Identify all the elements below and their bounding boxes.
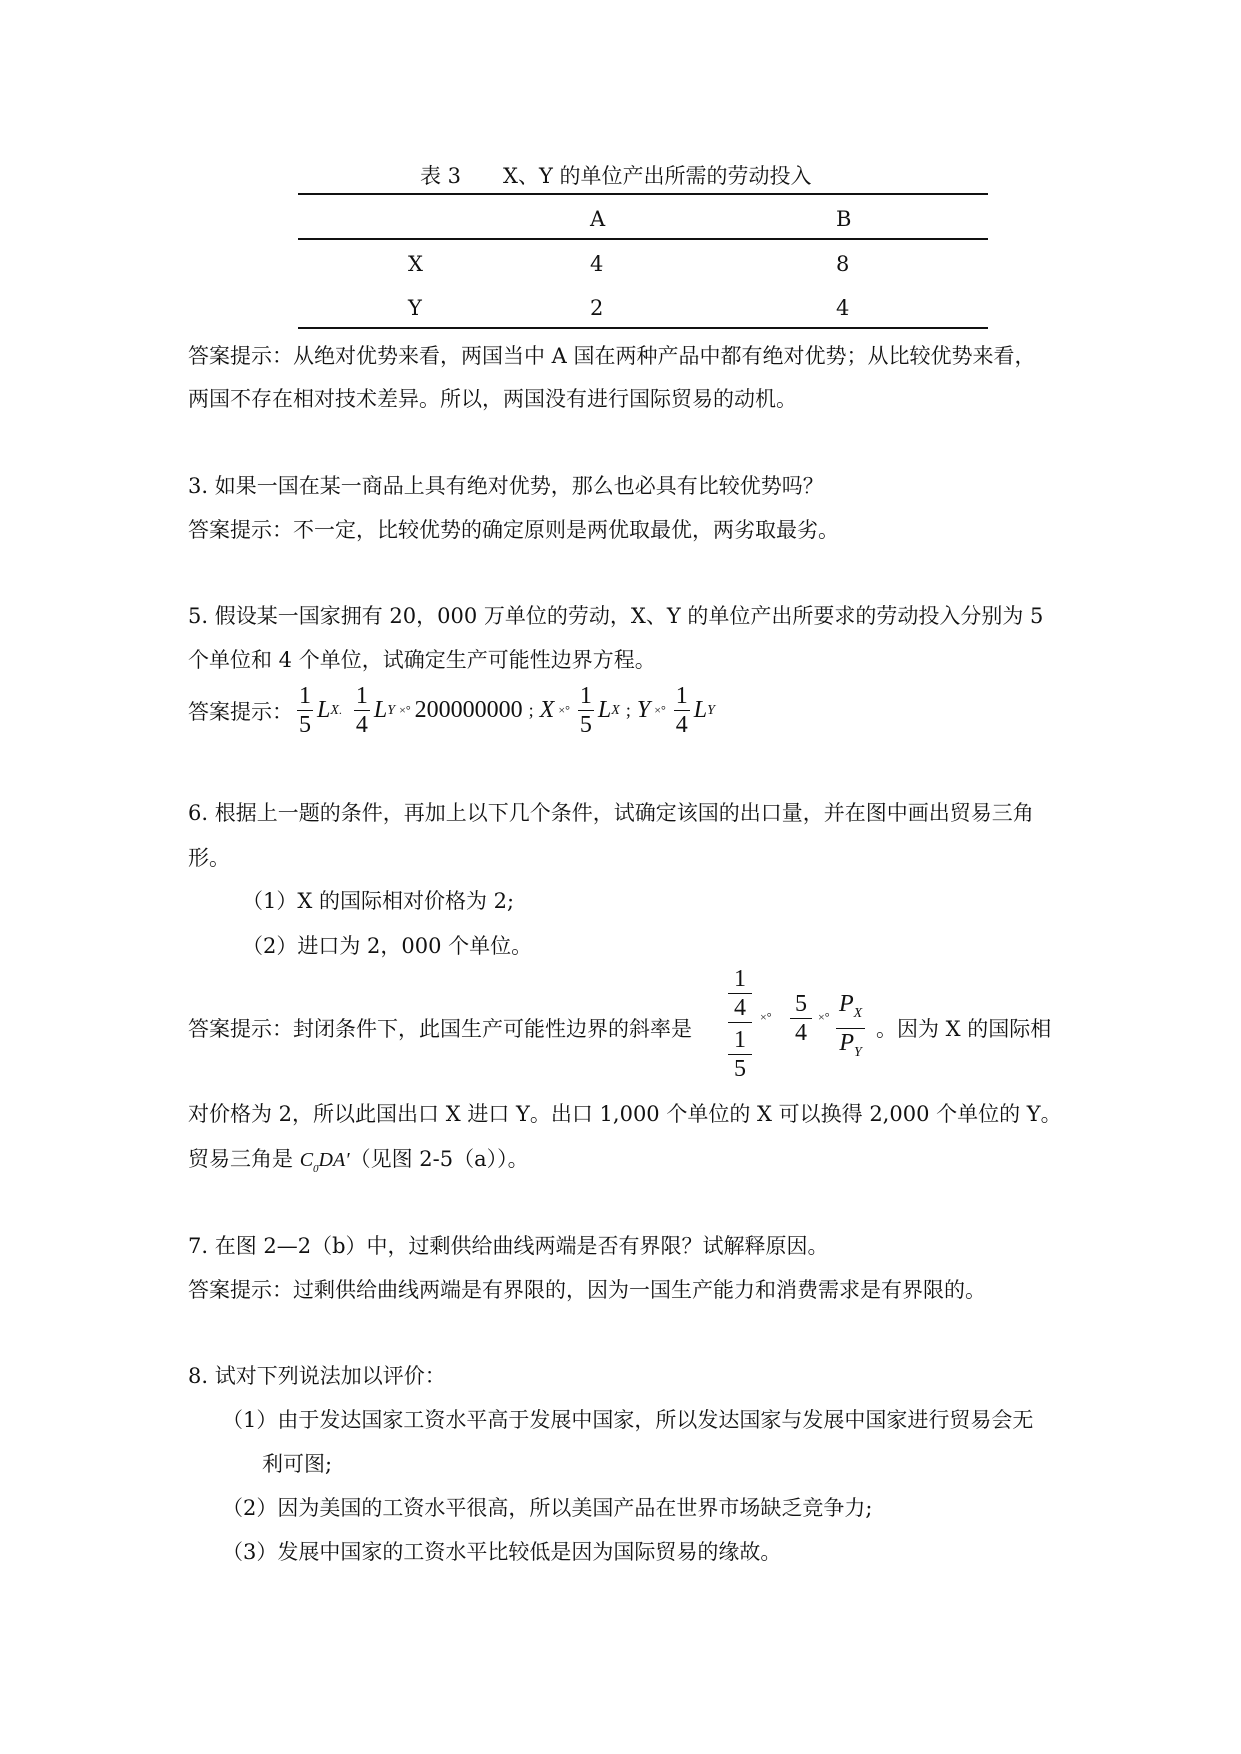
q7-answer: 答案提示：过剩供给曲线两端是有界限的，因为一国生产能力和消费需求是有界限的。 (188, 1278, 986, 1302)
eq-value: 200000000 (414, 697, 523, 723)
q6-answer-post: 。因为 X 的国际相 (876, 1017, 1052, 1041)
eq-sub-y: Y (387, 702, 396, 718)
table-header-b: B (836, 207, 852, 231)
slope-num-2: 4 (728, 994, 752, 1023)
q8-item1-line1: （1）由于发达国家工资水平高于发展中国家，所以发达国家与发展中国家进行贸易会无 (222, 1408, 1034, 1432)
eq-l: L (597, 697, 612, 723)
table-header-rule (298, 238, 988, 240)
table-row-x-a: 4 (590, 252, 604, 276)
eq-sub-x: X (330, 702, 339, 718)
price-y: $P_Y$ (839, 1030, 862, 1060)
eq-y: Y (636, 697, 651, 723)
eq-frac-1-4: $\frac{1}{4}$ (355, 683, 368, 738)
table-row-x-label: X (408, 252, 423, 276)
q6-answer-pre: 答案提示：封闭条件下，此国生产可能性边界的斜率是 (188, 1017, 692, 1041)
table-row-y-a: 2 (590, 296, 604, 320)
q6-answer-line3 (188, 1143, 529, 1175)
q6-answer-line2: 对价格为 2，所以此国出口 X 进口 Y。出口 1,000 个单位的 X 可以换得 2,000 个单位的 Y。 (188, 1102, 1062, 1126)
eq-sub-x: X (611, 702, 620, 718)
eq-symbol: ×° (558, 703, 570, 717)
frac-5: 5 (790, 990, 812, 1019)
slope-num-1: 1 (728, 965, 752, 994)
q6-question-line2: 形。 (188, 846, 230, 870)
eq-l: L (373, 697, 388, 723)
q5-question-line2: 个单位和 4 个单位，试确定生产可能性边界方程。 (188, 648, 656, 672)
price-x: $P_X$ (836, 990, 865, 1029)
q3-question: 3. 如果一国在某一商品上具有绝对优势，那么也必具有比较优势吗？ (188, 474, 824, 498)
table-top-rule (298, 193, 988, 195)
q6-equal-symbol-1: ×° (760, 1010, 772, 1024)
q6-line3-pre: 贸易三角是 (188, 1147, 293, 1171)
frac-4: 4 (795, 1020, 807, 1046)
eq-sub-y: Y (707, 702, 715, 718)
eq-l: L (317, 697, 331, 723)
q6-triangle-label: $C_0DA'$ (299, 1149, 350, 1175)
q8-item3: （3）发展中国家的工资水平比较低是因为国际贸易的缘故。 (222, 1540, 782, 1564)
q8-item2: （2）因为美国的工资水平很高，所以美国产品在世界市场缺乏竞争力; (222, 1496, 873, 1520)
eq-symbol: ×° (399, 703, 411, 717)
q5-answer (188, 682, 715, 739)
q6-question-line1: 6. 根据上一题的条件，再加上以下几个条件，试确定该国的出口量，并在图中画出贸易三角 (188, 801, 1034, 825)
table-row-y-label: Y (408, 296, 422, 320)
q6-frac-5-4 (790, 990, 812, 1047)
q6-condition-2: （2）进口为 2，000 个单位。 (242, 934, 533, 958)
q2-answer-line2: 两国不存在相对技术差异。所以，两国没有进行国际贸易的动机。 (188, 387, 797, 411)
table-row-x-b: 8 (836, 252, 850, 276)
q2-answer-line1: 答案提示：从绝对优势来看，两国当中 A 国在两种产品中都有绝对优势；从比较优势来看， (188, 344, 1036, 368)
table-bottom-rule (298, 327, 988, 329)
eq-frac-1-5: $\frac{1}{5}$ (299, 683, 311, 738)
q6-line3-post: （见图 2-5（a））。 (349, 1147, 529, 1171)
slope-den-2: 5 (734, 1056, 746, 1082)
q6-slope-compound-fraction (728, 965, 752, 1083)
q5-answer-label: 答案提示： (188, 699, 293, 724)
slope-den-1: 1 (728, 1026, 752, 1055)
eq-l: L (693, 697, 708, 723)
eq-frac-1-5b: $\frac{1}{5}$ (579, 683, 592, 738)
q5-question-line1: 5. 假设某一国家拥有 20，000 万单位的劳动，X、Y 的单位产出所要求的劳动投入分别为 5 (188, 604, 1044, 628)
q6-equal-symbol-2: ×° (818, 1010, 830, 1024)
eq-symbol: ×° (654, 703, 666, 717)
eq-frac-1-4b: $\frac{1}{4}$ (675, 683, 688, 738)
q6-condition-1: （1）X 的国际相对价格为 2; (242, 889, 515, 913)
q8-question: 8. 试对下列说法加以评价： (188, 1364, 446, 1388)
q6-price-ratio (836, 990, 865, 1067)
eq-sep: ; (625, 700, 631, 720)
q7-question: 7. 在图 2—2（b）中，过剩供给曲线两端是否有界限？试解释原因。 (188, 1234, 829, 1258)
eq-sep: ; (528, 700, 534, 720)
q8-item1-line2: 利可图; (262, 1452, 333, 1476)
q3-answer: 答案提示：不一定，比较优势的确定原则是两优取最优，两劣取最劣。 (188, 518, 839, 542)
table-header-a: A (590, 207, 606, 231)
q5-equation: $\frac{1}{5}$ L X . $\frac{1}{4}$ L Y ×° 200000000 ; X ×° $\frac{1}{5}$ L X ; Y ×° $\frac{1}{4}$ L Y (299, 683, 715, 738)
table-row-y-b: 4 (836, 296, 850, 320)
eq-x: X (539, 697, 555, 723)
table-caption: 表 3 X、Y 的单位产出所需的劳动投入 (420, 164, 812, 188)
